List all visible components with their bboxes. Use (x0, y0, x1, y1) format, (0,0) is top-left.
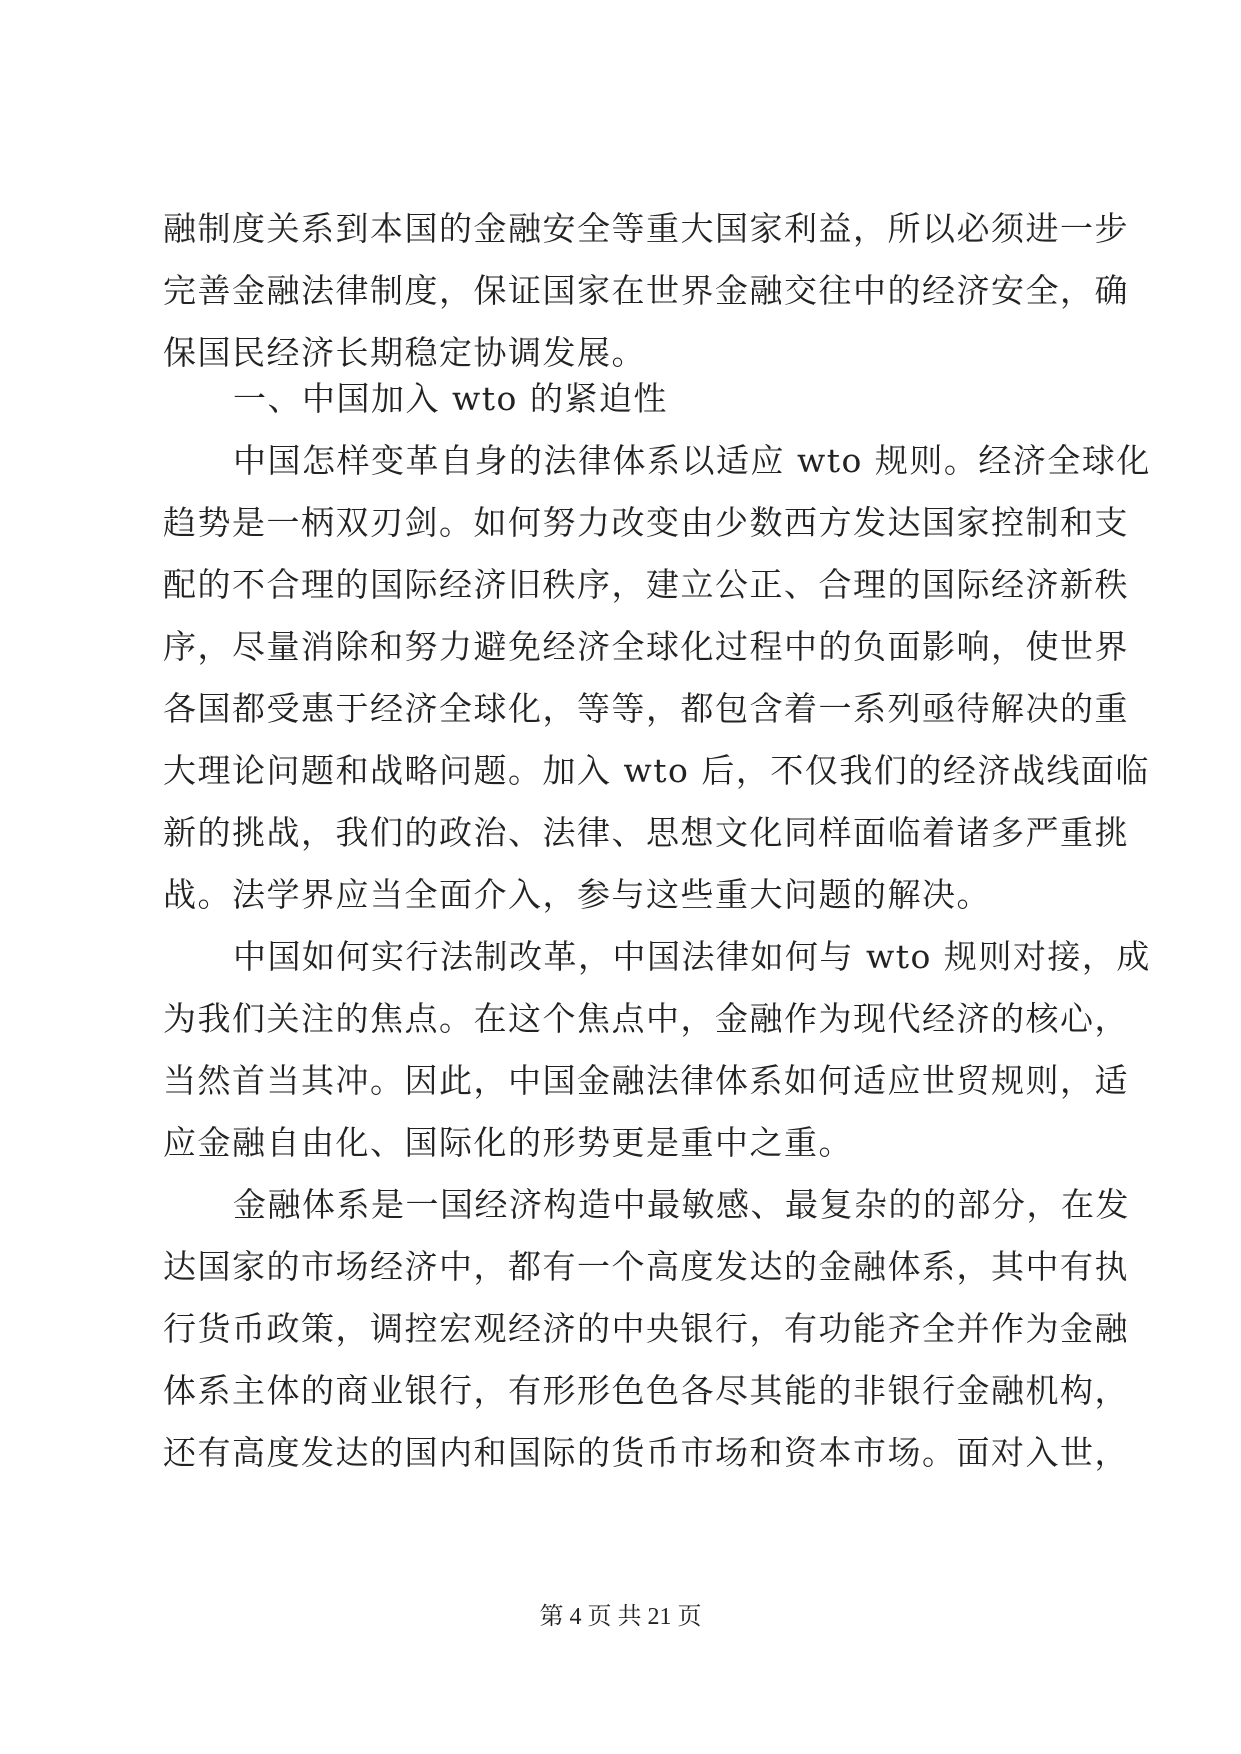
body-line: 新的挑战，我们的政治、法律、思想文化同样面临着诸多严重挑 (163, 813, 1129, 852)
body-line: 各国都受惠于经济全球化，等等，都包含着一系列亟待解决的重 (163, 689, 1129, 728)
body-line: 保国民经济长期稳定协调发展。 (163, 333, 646, 372)
body-line: 为我们关注的焦点。在这个焦点中，金融作为现代经济的核心， (163, 999, 1129, 1038)
body-line: 融制度关系到本国的金融安全等重大国家利益，所以必须进一步 (163, 209, 1129, 248)
section-heading: 一、中国加入 wto 的紧迫性 (233, 379, 668, 418)
body-line: 序，尽量消除和努力避免经济全球化过程中的负面影响，使世界 (163, 627, 1129, 666)
body-line: 战。法学界应当全面介入，参与这些重大问题的解决。 (163, 875, 991, 914)
body-line: 当然首当其冲。因此，中国金融法律体系如何适应世贸规则，适 (163, 1061, 1129, 1100)
paragraph-first-line: 中国如何实行法制改革，中国法律如何与 wto 规则对接，成 (233, 937, 1151, 976)
body-line: 达国家的市场经济中，都有一个高度发达的金融体系，其中有执 (163, 1247, 1129, 1286)
body-line: 行货币政策，调控宏观经济的中央银行，有功能齐全并作为金融 (163, 1309, 1129, 1348)
paragraph-first-line: 金融体系是一国经济构造中最敏感、最复杂的的部分，在发 (233, 1185, 1130, 1224)
body-line: 趋势是一柄双刃剑。如何努力改变由少数西方发达国家控制和支 (163, 503, 1129, 542)
paragraph-first-line: 中国怎样变革自身的法律体系以适应 wto 规则。经济全球化 (233, 441, 1151, 480)
body-line: 配的不合理的国际经济旧秩序，建立公正、合理的国际经济新秩 (163, 565, 1129, 604)
body-line: 还有高度发达的国内和国际的货币市场和资本市场。面对入世， (163, 1433, 1129, 1472)
body-line: 大理论问题和战略问题。加入 wto 后，不仅我们的经济战线面临 (163, 751, 1150, 790)
body-line: 应金融自由化、国际化的形势更是重中之重。 (163, 1123, 853, 1162)
page-number: 第 4 页 共 21 页 (539, 1604, 702, 1630)
body-line: 体系主体的商业银行，有形形色色各尽其能的非银行金融机构， (163, 1371, 1129, 1410)
body-line: 完善金融法律制度，保证国家在世界金融交往中的经济安全，确 (163, 271, 1129, 310)
